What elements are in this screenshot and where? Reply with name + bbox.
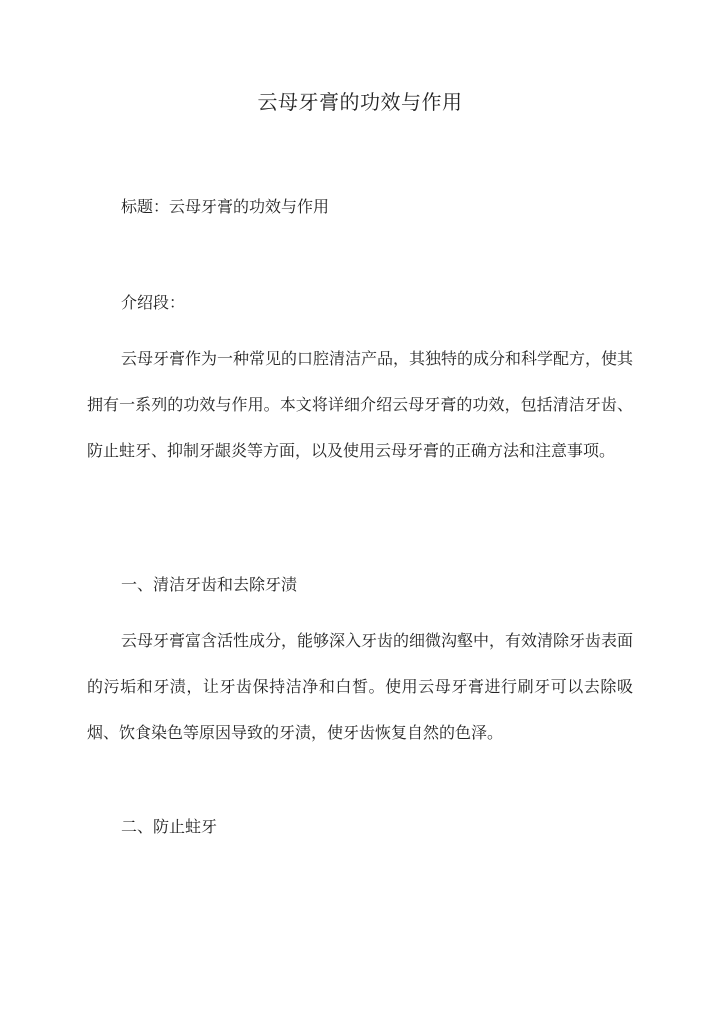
intro-heading: 介绍段： [121, 293, 186, 312]
section-heading-1: 一、清洁牙齿和去除牙渍 [121, 575, 298, 594]
intro-paragraph: 云母牙膏作为一种常见的口腔清洁产品，其独特的成分和科学配方，使其拥有一系列的功效与作用。本文将详细介绍云母牙膏的功效，包括清洁牙齿、防止蛀牙、抑制牙龈炎等方面，以及使用云母牙膏的正确方法和注意事项。 [87, 349, 634, 460]
section-paragraph-1: 云母牙膏富含活性成分，能够深入牙齿的细微沟壑中，有效清除牙齿表面的污垢和牙渍，让牙齿保持洁净和白皙。使用云母牙膏进行刷牙可以去除吸烟、饮食染色等原因导致的牙渍，使牙齿恢复自然的色泽。 [87, 631, 634, 742]
section-heading-2: 二、防止蛀牙 [121, 817, 218, 836]
document-title: 云母牙膏的功效与作用 [257, 90, 463, 114]
title-line: 标题：云母牙膏的功效与作用 [121, 197, 330, 216]
